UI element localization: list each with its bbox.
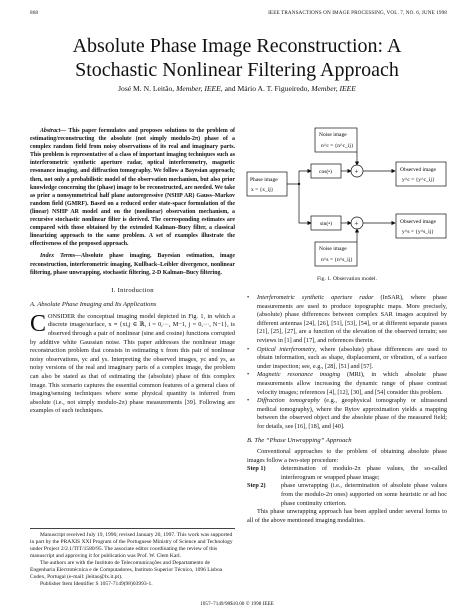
phase-image-symbol: x = {x_ij} bbox=[251, 187, 274, 193]
subsection-heading-a: A. Absolute Phase Imaging and Its Applications bbox=[30, 301, 157, 309]
technique-term: Interferometric synthetic aperture radar bbox=[257, 294, 374, 301]
technique-term: Diffraction tomography bbox=[257, 397, 320, 405]
journal-header: IEEE TRANSACTIONS ON IMAGE PROCESSING, VOL. 7, NO. 6, JUNE 1998 bbox=[268, 10, 447, 16]
step-text: determination of modulo-2π phase values, the so-called interferogram or wrapped phase image; bbox=[281, 465, 447, 481]
observed-image-symbol-bottom: y^s = {y^s_ij} bbox=[402, 229, 434, 235]
technique-item bbox=[247, 294, 447, 346]
step-label: Step 1) bbox=[247, 465, 266, 473]
technique-item bbox=[247, 371, 447, 397]
technique-text: (e.g., geophysical tomography or ultrasound medical tomography), where the Rytov approximation yields a mapping between the observed object and the absolute phase of the measured field; for details, see [16], [18], and [40]. bbox=[257, 397, 447, 430]
step-list bbox=[247, 465, 447, 508]
technique-item bbox=[247, 397, 447, 431]
author-1-role: Member, IEEE, bbox=[176, 84, 223, 93]
phase-unwrapping-outro: This phase unwrapping approach has been applied under several forms to all of the above mentioned imaging modalities. bbox=[247, 508, 447, 524]
footnote bbox=[30, 528, 235, 588]
adder-bottom-plus: + bbox=[354, 219, 359, 228]
observation-model-diagram bbox=[245, 124, 450, 274]
footnote-3: Publisher Item Identifier S 1057-7149(98)03993-1. bbox=[40, 581, 153, 587]
figure-caption: Fig. 1. Observation model. bbox=[317, 276, 377, 282]
index-terms-text: Absolute phase imaging, Bayesian estimation, image reconstruction, interferometric imaging, Kullback–Leibler divergence, nonlinear filtering, phase unwrapping, stochastic filtering, 2-D Kalman–Bucy filtering. bbox=[30, 253, 235, 276]
title-line-1: Absolute Phase Image Reconstruction: A bbox=[72, 35, 402, 57]
phase-image-label: Phase image bbox=[250, 177, 278, 183]
footnote-2: The authors are with the Instituto de Telecomunicações and Departamento de Engenharia Electrotécnica e de Computadores, Instituto Superior Técnico, 1096 Lisboa Codex, Portugal (e-mail: jleitao@lx.it.pt). bbox=[30, 560, 223, 580]
author-and: and bbox=[224, 84, 236, 93]
step-text: phase unwrapping (i.e., determination of absolute phase values from the modulo-2π ones) supported on some heuristic or ad hoc phase continuity criterion. bbox=[281, 482, 447, 507]
phase-unwrapping-intro: Conventional approaches to the problem of obtaining absolute phase images follow a two-step procedure: bbox=[247, 448, 447, 464]
technique-text: (InSAR), where phase measurements are used to produce topographic maps. More precisely, (absolute) phase differences between complex SAR images acquired by different antennas [24], [26], [51], [53], [54], or at different separate passes [21], [25], [27], are a function of the elevation of the observed terrain; see reviews in [1] and [17], and references therein. bbox=[257, 294, 448, 344]
noise-image-symbol-top: n^c = {n^c_ij} bbox=[321, 143, 354, 149]
abstract bbox=[30, 127, 235, 248]
author-2-role: Member, IEEE bbox=[311, 84, 356, 93]
title-line-2: Stochastic Nonlinear Filtering Approach bbox=[75, 59, 399, 81]
step-label: Step 2) bbox=[247, 482, 266, 490]
step-item bbox=[247, 482, 447, 508]
footnote-1: Manuscript received July 19, 1996; revised January 20, 1997. This work was supported in part by the PRAXIS XXI Program of the Portuguese Ministry of Science and Technology under Project 2/2.1/TIT/1580/95. The associate editor coordinating the review of this manuscript and approving it for publication was Prof. W. Clem Karl. bbox=[30, 532, 233, 559]
step-item bbox=[247, 465, 447, 482]
paper-title bbox=[0, 34, 474, 82]
drop-cap: C bbox=[30, 310, 47, 337]
observed-image-symbol-top: y^c = {y^c_ij} bbox=[402, 177, 435, 183]
cos-label: cos(•) bbox=[319, 169, 332, 175]
abstract-text: This paper formulates and proposes solutions to the problem of estimating/reconstructing the absolute (not simply modulo-2π) phase of a complex random field from noisy observations of its real and imaginary parts. This problem is representative of a class of important imaging techniques such as interferometric synthetic aperture radar, optical interferometry, magnetic resonance imaging, and diffraction tomography. We follow a Bayesian approach; then, not only a probabilistic model of the observation mechanism, but also prior knowledge concerning the (phase) image to be reconstructed, are needed. We take as prior a nonsymmetrical half plane autoregressive (NSHP AR) Gauss–Markov random field (GMRF). Based on a reduced order state-space formulation of the (linear) NSHP AR model and on the (nonlinear) observation mechanism, a recursive stochastic nonlinear filter is derived. The corresponding estimates are compared with those obtained by the extended Kalman–Bucy filter, a classical linearizing approach to the same problem. A set of examples illustrate the effectiveness of the proposed approach. bbox=[30, 128, 236, 248]
left-column bbox=[30, 127, 235, 416]
observed-image-label-top: Observed image bbox=[400, 167, 436, 173]
abstract-label: Abstract— bbox=[40, 128, 67, 134]
index-terms bbox=[30, 252, 235, 276]
technique-text: (MRI), in which absolute phase measurements allow increasing the dynamic range of phase contrast velocity images; references [4], [12], [30], and [54] consider this problem. bbox=[257, 371, 447, 396]
author-2: Mário A. T. Figueiredo, bbox=[237, 84, 310, 93]
technique-item bbox=[247, 346, 447, 372]
sin-label: sin(•) bbox=[320, 221, 333, 227]
page-number: 868 bbox=[30, 10, 39, 16]
index-terms-label: Index Terms— bbox=[40, 253, 81, 260]
author-line bbox=[0, 84, 474, 93]
technique-term: Magnetic resonance imaging bbox=[257, 371, 341, 379]
noise-image-symbol-bottom: n^s = {n^s_ij} bbox=[321, 257, 353, 263]
observed-image-label-bottom: Observed image bbox=[400, 219, 436, 225]
technique-text: , where (absolute) phase differences are used to obtain information, such as shape, displacement, or vibration, of a surface under inspection; see, e.g., [28], [51] and [57]. bbox=[257, 345, 447, 370]
adder-top-plus: + bbox=[354, 167, 359, 176]
section-heading-intro: I. Introduction bbox=[111, 286, 154, 294]
noise-image-label-bottom: Noise image bbox=[319, 246, 347, 252]
technique-list bbox=[247, 294, 447, 432]
right-column bbox=[247, 294, 447, 525]
page-footer: 1057–7149/98$10.00 © 1998 IEEE bbox=[200, 601, 274, 607]
subsection-heading-b: B. The “Phase Unwrapping” Approach bbox=[247, 436, 352, 444]
technique-term: Optical interferometry bbox=[257, 345, 316, 353]
noise-image-label-top: Noise image bbox=[319, 132, 347, 138]
intro-paragraph bbox=[30, 310, 235, 416]
intro-text: ONSIDER the conceptual imaging model depicted in Fig. 1, in which a discrete image/surface, x ≡ {xi,j ∈ ℝ, i = 0,···, M−1, j = 0,···, N−1}, is observed through a pair of nonlinear (sine and cosine) functions corrupted by additive white Gaussian noise. This paper addresses the nonlinear image reconstruction problem that consists in estimating x from this pair of nonlinear noisy observations, yc and ys. Interpreting the observed images, yc and ys, as noisy versions of the real and imaginary parts of a complex image, the problem can also be stated as that of estimating the (absolute) phase of this complex image. This scenario captures the essential common features of a general class of imaging/sensing techniques where some physical quantity is inferred from absolute (i.e., not simply modulo-2π) phase measurements [39]. Following are examples of such techniques. bbox=[30, 312, 235, 415]
author-1: José M. N. Leitão, bbox=[118, 84, 175, 93]
